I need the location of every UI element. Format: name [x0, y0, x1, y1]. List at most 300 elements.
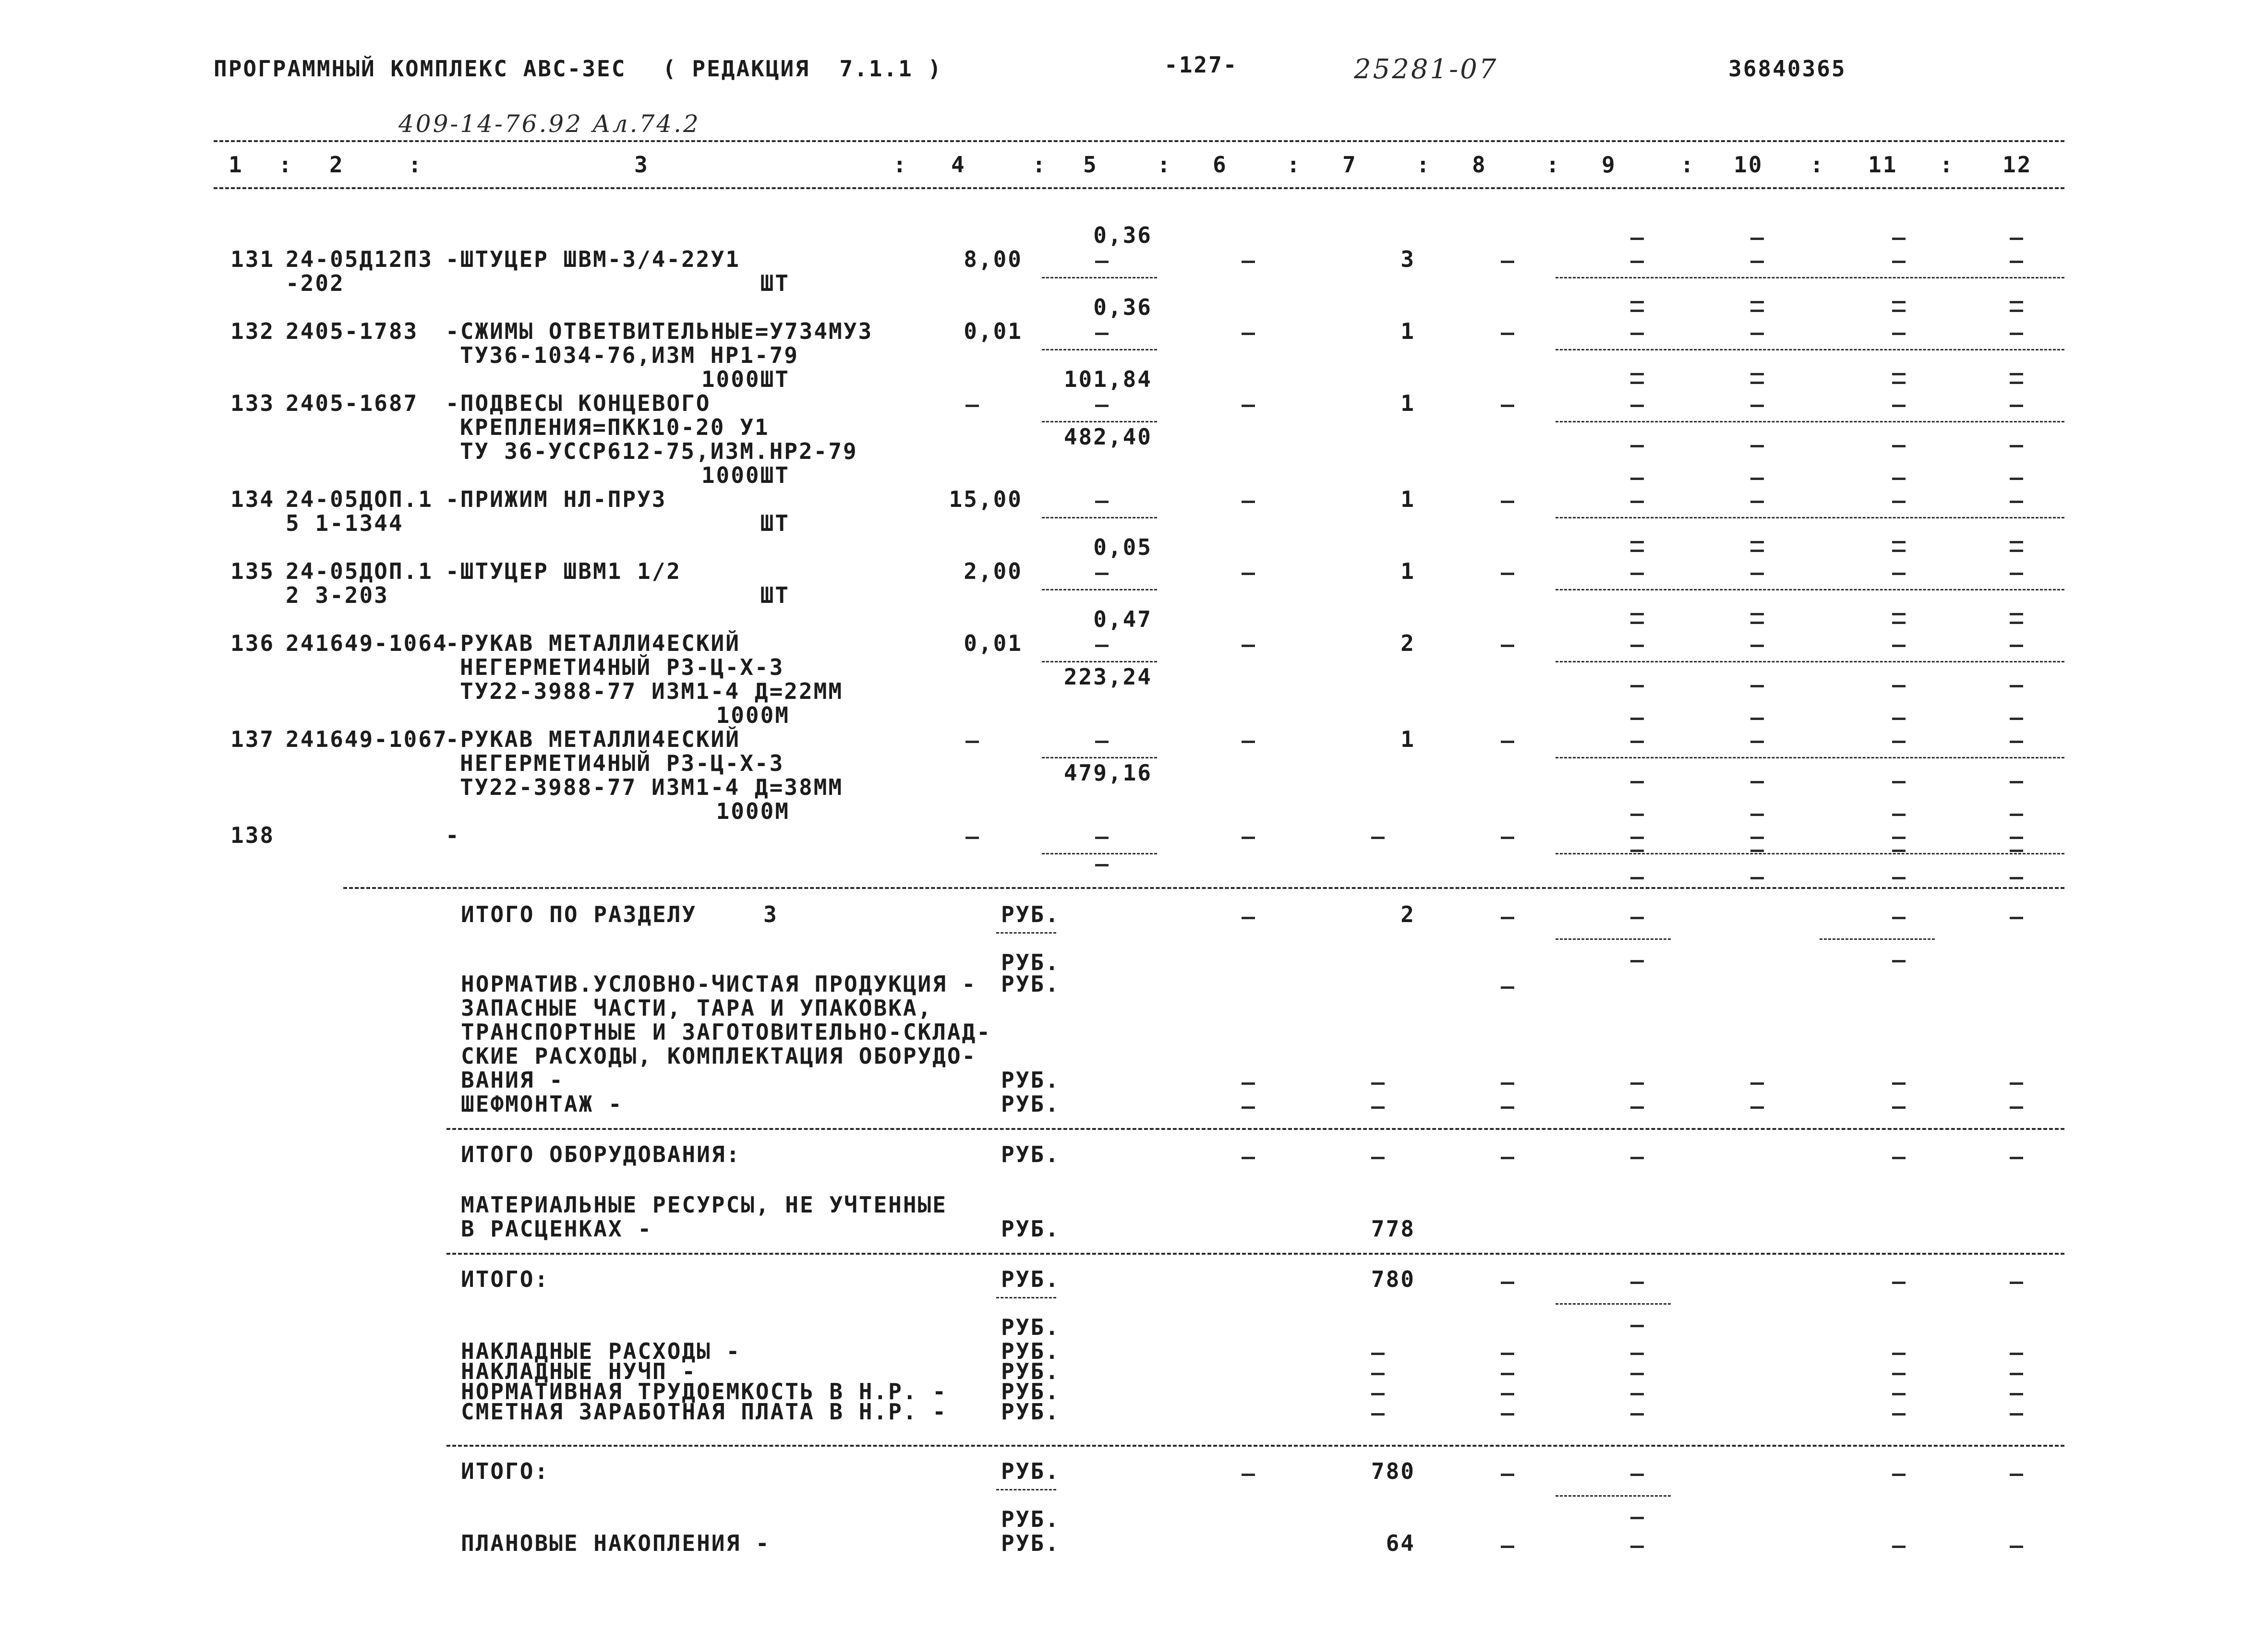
mid-dash — [1750, 333, 1764, 335]
lower-dash — [1750, 373, 1764, 375]
dash-mark — [2010, 1393, 2023, 1395]
total1-unit2: РУБ. — [1001, 1314, 1060, 1340]
column-header-11: 11 — [1868, 152, 1898, 178]
upper-dash — [1750, 550, 1764, 552]
upper-dash — [2010, 478, 2023, 480]
dash-mark — [1892, 1106, 1906, 1109]
col7-value: 2 — [1400, 630, 1415, 656]
dash-mark — [1371, 1157, 1385, 1159]
item-unit: 1000ШТ — [701, 462, 790, 488]
dash-mark — [1892, 1393, 1906, 1395]
section-total-col7: 2 — [1400, 901, 1415, 927]
planned-label: ПЛАНОВЫЕ НАКОПЛЕНИЯ - — [461, 1530, 771, 1556]
col7-value: 1 — [1400, 390, 1415, 416]
dash-mark — [1630, 1546, 1644, 1548]
dash-mark — [2010, 1353, 2023, 1355]
column-separator: : — [1157, 152, 1172, 178]
upper-dash — [2010, 622, 2023, 624]
upper-dash — [1892, 550, 1906, 552]
lower-dash — [2010, 541, 2023, 543]
unit-rule — [996, 932, 1056, 934]
column-header-9: 9 — [1602, 152, 1617, 178]
col6-dash — [1242, 261, 1255, 263]
item-unit: 1000М — [716, 798, 790, 824]
column-separator: : — [408, 152, 423, 178]
upper-dash — [1750, 310, 1764, 312]
row-fraction-rule — [1556, 853, 2064, 854]
norm-unit: РУБ. — [1001, 1091, 1060, 1117]
upper-dash — [1750, 622, 1764, 624]
lower-dash — [2010, 445, 2023, 447]
dash-mark — [1630, 1413, 1644, 1416]
mid-dash — [1750, 741, 1764, 743]
col7-value: 1 — [1400, 486, 1415, 512]
upper-dash — [1750, 718, 1764, 720]
page-number: -127- — [1164, 52, 1238, 78]
item-name-line: ТУ22-3988-77 ИЗМ1-4 Д=38ММ — [460, 774, 844, 800]
upper-dash — [1892, 382, 1906, 384]
overhead-line: СМЕТНАЯ ЗАРАБОТНАЯ ПЛАТА В Н.Р. - — [461, 1399, 947, 1425]
mid-dash — [1892, 333, 1906, 335]
item-number: 134 — [230, 486, 275, 512]
item-number: 136 — [230, 630, 275, 656]
dash-mark — [1501, 986, 1514, 989]
mid-dash — [1630, 261, 1644, 263]
price-fraction-rule — [1042, 757, 1157, 758]
item-name-line: - — [446, 822, 460, 848]
dash-mark — [1501, 1106, 1514, 1109]
col6-dash — [1242, 837, 1255, 839]
dash-mark — [1371, 1106, 1385, 1109]
dash-mark — [1371, 1393, 1385, 1395]
col8-dash — [1501, 333, 1514, 335]
col6-dash — [1242, 573, 1255, 575]
item-name-line: НЕГЕРМЕТИ4НЫЙ Р3-Ц-Х-3 — [460, 654, 784, 680]
mid-dash — [1750, 501, 1764, 503]
col8-dash — [1501, 645, 1514, 647]
column-header-2: 2 — [329, 152, 344, 178]
dash-mark — [1892, 1157, 1906, 1159]
price-upper: 0,05 — [1093, 534, 1152, 560]
lower-dash — [2010, 373, 2023, 375]
dash-mark — [1630, 1373, 1644, 1375]
total2-col7: 780 — [1371, 1458, 1415, 1484]
item-number: 131 — [230, 246, 275, 272]
col6-dash — [1242, 917, 1255, 919]
dash-mark — [1630, 1393, 1644, 1395]
price-upper: 0,36 — [1093, 222, 1152, 248]
mid-dash — [1892, 645, 1906, 647]
lower-dash — [1892, 301, 1906, 303]
dash-mark — [1242, 1157, 1255, 1159]
norm-line: ТРАНСПОРТНЫЕ И ЗАГОТОВИТЕЛЬНО-СКЛАД- — [461, 1019, 991, 1045]
qty-dash — [965, 405, 979, 407]
upper-dash — [2010, 550, 2023, 552]
item-number: 135 — [230, 558, 275, 584]
price-fraction-rule — [1042, 589, 1157, 590]
materials-col7: 778 — [1371, 1216, 1415, 1242]
upper-dash — [1750, 814, 1764, 816]
total2-unit: РУБ. — [1001, 1458, 1060, 1484]
total2-unit2: РУБ. — [1001, 1506, 1060, 1532]
item-quantity: 0,01 — [964, 630, 1023, 656]
column-separator: : — [1680, 152, 1695, 178]
overhead-line: НАКЛАДНЫЕ НУЧП - — [461, 1358, 697, 1384]
col8-dash — [1501, 261, 1514, 263]
upper-dash — [2010, 238, 2023, 240]
mid-dash — [1892, 741, 1906, 743]
fraction-rule — [1556, 1303, 1671, 1305]
item-name-line: -ПРИЖИМ НЛ-ПРУ3 — [446, 486, 667, 512]
price-fraction-rule — [1042, 661, 1157, 662]
price-fraction-rule — [1042, 853, 1157, 854]
lower-dash — [1630, 850, 1644, 852]
section-total-unit: РУБ. — [1001, 901, 1060, 927]
total2-rule — [446, 1445, 2064, 1447]
item-name-line: -РУКАВ МЕТАЛЛИ4ЕСКИЙ — [446, 726, 740, 752]
column-separator: : — [1416, 152, 1431, 178]
overhead-line: НОРМАТИВНАЯ ТРУДОЕМКОСТЬ В Н.Р. - — [461, 1379, 947, 1404]
item-name-line: ТУ22-3988-77 ИЗМ1-4 Д=22ММ — [460, 678, 844, 704]
price-dash — [1095, 333, 1109, 335]
price-upper: 101,84 — [1063, 366, 1152, 392]
col6-dash — [1242, 333, 1255, 335]
dash-mark — [2010, 1157, 2023, 1159]
dash-mark — [2010, 1106, 2023, 1109]
item-unit: ШТ — [760, 270, 790, 296]
lower-dash — [1892, 781, 1906, 783]
dash-mark — [1750, 1082, 1764, 1085]
dash-mark — [1630, 960, 1644, 962]
dash-mark — [1501, 1474, 1514, 1476]
lower-dash — [1750, 613, 1764, 615]
item-code: 24-05ДОП.1 — [286, 558, 433, 584]
norm-unit: РУБ. — [1001, 971, 1060, 997]
lower-dash — [1892, 877, 1906, 879]
column-header-10: 10 — [1734, 152, 1763, 178]
header-rule-bottom — [214, 187, 2064, 189]
upper-dash — [1630, 310, 1644, 312]
dash-mark — [1892, 1546, 1906, 1548]
lower-dash — [1892, 685, 1906, 687]
reference-note: 409-14-76.92 Ал.74.2 — [398, 110, 700, 138]
equipment-total-unit: РУБ. — [1001, 1141, 1060, 1167]
price-dash — [1095, 837, 1109, 839]
upper-dash — [1892, 310, 1906, 312]
item-number: 137 — [230, 726, 275, 752]
item-code: 24-05Д12П3 — [286, 246, 433, 272]
lower-dash — [2010, 850, 2023, 852]
dash-mark — [2010, 1282, 2023, 1284]
mid-dash — [1750, 405, 1764, 407]
row-fraction-rule — [1556, 277, 2064, 278]
overhead-unit: РУБ. — [1001, 1379, 1060, 1404]
mid-dash — [1630, 573, 1644, 575]
dash-mark — [1371, 1413, 1385, 1416]
item-code: 241649-1067 — [286, 726, 448, 752]
mid-dash — [1750, 645, 1764, 647]
price-upper: 0,47 — [1093, 606, 1152, 632]
dash-mark — [1750, 1106, 1764, 1109]
mid-dash — [2010, 741, 2023, 743]
dash-mark — [1630, 1517, 1644, 1519]
col7-value: 1 — [1400, 558, 1415, 584]
price-lower: 479,16 — [1063, 760, 1152, 786]
lower-dash — [1630, 445, 1644, 447]
equipment-rule — [446, 1128, 2064, 1130]
col6-dash — [1242, 405, 1255, 407]
equipment-total-label: ИТОГО ОБОРУДОВАНИЯ: — [461, 1141, 741, 1167]
mid-dash — [2010, 645, 2023, 647]
program-title: ПРОГРАММНЫЙ КОМПЛЕКС АВС-3ЕС — [214, 56, 627, 82]
lower-dash — [1892, 445, 1906, 447]
total1-unit: РУБ. — [1001, 1266, 1060, 1292]
col7-dash — [1371, 837, 1385, 839]
upper-dash — [1892, 478, 1906, 480]
dash-mark — [1501, 1282, 1514, 1284]
row-fraction-rule — [1556, 421, 2064, 422]
unit-rule — [996, 1489, 1056, 1490]
row-fraction-rule — [1556, 757, 2064, 758]
dash-mark — [1630, 1282, 1644, 1284]
dash-mark — [1892, 1373, 1906, 1375]
item-name-line: НЕГЕРМЕТИ4НЫЙ Р3-Ц-Х-3 — [460, 750, 784, 776]
mid-dash — [2010, 333, 2023, 335]
item-code: 24-05ДОП.1 — [286, 486, 433, 512]
fraction-rule — [1556, 1495, 1671, 1497]
qty-dash — [965, 741, 979, 743]
planned-col7: 64 — [1386, 1530, 1415, 1556]
col8-dash — [1501, 573, 1514, 575]
dash-mark — [1501, 1157, 1514, 1159]
section-total-label: ИТОГО ПО РАЗДЕЛУ — [461, 901, 697, 927]
column-separator: : — [1287, 152, 1302, 178]
upper-dash — [1630, 550, 1644, 552]
lower-dash — [1892, 613, 1906, 615]
column-header-5: 5 — [1083, 152, 1098, 178]
upper-dash — [1750, 238, 1764, 240]
dash-mark — [1501, 1413, 1514, 1416]
dash-mark — [1630, 1157, 1644, 1159]
col8-dash — [1501, 837, 1514, 839]
dash-mark — [2010, 1373, 2023, 1375]
item-quantity: 0,01 — [964, 318, 1023, 344]
column-header-8: 8 — [1472, 152, 1487, 178]
lower-dash — [1630, 541, 1644, 543]
total1-label: ИТОГО: — [461, 1266, 550, 1292]
item-code: 2405-1687 — [286, 390, 419, 416]
dash-mark — [1892, 917, 1906, 919]
materials-line: В РАСЦЕНКАХ - — [461, 1216, 653, 1242]
col8-dash — [1501, 917, 1514, 919]
planned-unit: РУБ. — [1001, 1530, 1060, 1556]
item-number: 138 — [230, 822, 275, 848]
col6-dash — [1242, 741, 1255, 743]
total1-col7: 780 — [1371, 1266, 1415, 1292]
dash-mark — [2010, 1546, 2023, 1548]
dash-mark — [1892, 1282, 1906, 1284]
unit-rule — [996, 1297, 1056, 1298]
row-fraction-rule — [1556, 589, 2064, 590]
price-lower: 482,40 — [1063, 424, 1152, 450]
mid-dash — [1630, 501, 1644, 503]
section-rule — [343, 887, 2064, 889]
upper-dash — [1630, 478, 1644, 480]
dash-mark — [1501, 1082, 1514, 1085]
item-code: 2405-1783 — [286, 318, 419, 344]
dash-mark — [1501, 1353, 1514, 1355]
lower-dash — [1750, 301, 1764, 303]
price-fraction-rule — [1042, 421, 1157, 422]
item-code-line2: 2 3-203 — [286, 582, 389, 608]
lower-dash — [2010, 781, 2023, 783]
dash-mark — [1630, 1325, 1644, 1327]
dash-mark — [1892, 1474, 1906, 1476]
norm-line: ВАНИЯ - — [461, 1067, 564, 1093]
column-header-7: 7 — [1342, 152, 1357, 178]
dash-mark — [1630, 1106, 1644, 1109]
price-dash — [1095, 573, 1109, 575]
mid-dash — [1750, 837, 1764, 839]
dash-mark — [1630, 917, 1644, 919]
overhead-unit: РУБ. — [1001, 1338, 1060, 1364]
item-name-line: -СЖИМЫ ОТВЕТВИТЕЛЬНЫЕ=У734МУ3 — [446, 318, 873, 344]
column-separator: : — [893, 152, 908, 178]
column-separator: : — [278, 152, 293, 178]
norm-unit: РУБ. — [1001, 1067, 1060, 1093]
lower-dash — [1630, 685, 1644, 687]
upper-dash — [1892, 718, 1906, 720]
price-dash — [1095, 741, 1109, 743]
upper-dash — [2010, 382, 2023, 384]
dash-mark — [1371, 1373, 1385, 1375]
norm-line: НОРМАТИВ.УСЛОВНО-ЧИСТАЯ ПРОДУКЦИЯ - — [461, 971, 977, 997]
dash-mark — [1242, 1106, 1255, 1109]
price-fraction-rule — [1042, 277, 1157, 278]
column-header-4: 4 — [951, 152, 966, 178]
dash-mark — [1242, 1082, 1255, 1085]
fraction-rule — [1820, 938, 1935, 940]
document-code: 36840365 — [1728, 56, 1846, 82]
upper-dash — [1750, 382, 1764, 384]
row-fraction-rule — [1556, 349, 2064, 350]
item-code-line2: 5 1-1344 — [286, 510, 404, 536]
dash-mark — [2010, 1082, 2023, 1085]
overhead-line: НАКЛАДНЫЕ РАСХОДЫ - — [461, 1338, 741, 1364]
item-name-line: КРЕПЛЕНИЯ=ПКК10-20 У1 — [460, 414, 770, 440]
col6-dash — [1242, 501, 1255, 503]
item-unit: ШТ — [760, 510, 790, 536]
lower-dash — [1750, 445, 1764, 447]
lower-dash — [1750, 541, 1764, 543]
upper-dash — [2010, 310, 2023, 312]
upper-dash — [1630, 382, 1644, 384]
dash-mark — [2010, 917, 2023, 919]
column-separator: : — [1032, 152, 1047, 178]
lower-dash — [1630, 781, 1644, 783]
upper-dash — [1630, 238, 1644, 240]
mid-dash — [1892, 261, 1906, 263]
price-dash — [1095, 645, 1109, 647]
mid-dash — [2010, 501, 2023, 503]
materials-line: МАТЕРИАЛЬНЫЕ РЕСУРСЫ, НЕ УЧТЕННЫЕ — [461, 1192, 947, 1218]
col7-value: 3 — [1400, 246, 1415, 272]
dash-mark — [2010, 1413, 2023, 1416]
upper-dash — [1892, 814, 1906, 816]
edition-label: ( РЕДАКЦИЯ 7.1.1 ) — [663, 56, 943, 82]
col8-dash — [1501, 501, 1514, 503]
mid-dash — [1630, 741, 1644, 743]
row-fraction-rule — [1556, 661, 2064, 662]
column-header-6: 6 — [1213, 152, 1228, 178]
mid-dash — [1750, 261, 1764, 263]
item-quantity: 2,00 — [964, 558, 1023, 584]
upper-dash — [2010, 718, 2023, 720]
mid-dash — [1892, 405, 1906, 407]
section-total-unit2: РУБ. — [1001, 949, 1060, 975]
total2-label: ИТОГО: — [461, 1458, 550, 1484]
item-quantity: 15,00 — [949, 486, 1023, 512]
col6-dash — [1242, 645, 1255, 647]
item-name-line: -ПОДВЕСЫ КОНЦЕВОГО — [446, 390, 711, 416]
dash-mark — [1892, 1413, 1906, 1416]
col8-dash — [1501, 405, 1514, 407]
lower-dash — [1892, 373, 1906, 375]
item-unit: 1000М — [716, 702, 790, 728]
item-unit: 1000ШТ — [701, 366, 790, 392]
mid-dash — [1892, 573, 1906, 575]
item-unit: ШТ — [760, 582, 790, 608]
upper-dash — [1892, 238, 1906, 240]
col7-value: 1 — [1400, 318, 1415, 344]
lower-dash — [1630, 373, 1644, 375]
column-separator: : — [1546, 152, 1561, 178]
column-separator: : — [1940, 152, 1954, 178]
item-name-line: ТУ 36-УССР612-75,ИЗМ.НР2-79 — [460, 438, 858, 464]
item-number: 132 — [230, 318, 275, 344]
mid-dash — [2010, 573, 2023, 575]
price-dash — [1095, 501, 1109, 503]
overhead-unit: РУБ. — [1001, 1358, 1060, 1384]
item-code: 241649-1064 — [286, 630, 448, 656]
row-fraction-rule — [1556, 517, 2064, 518]
dash-mark — [1371, 1082, 1385, 1085]
price-dash — [1095, 864, 1109, 866]
column-header-3: 3 — [634, 152, 649, 178]
dash-mark — [1630, 1474, 1644, 1476]
lower-dash — [1630, 877, 1644, 879]
dash-mark — [1501, 1393, 1514, 1395]
section-number: 3 — [763, 901, 778, 927]
price-dash — [1095, 261, 1109, 263]
lower-dash — [1892, 850, 1906, 852]
total1-rule — [446, 1253, 2064, 1255]
item-name-line: -ШТУЦЕР ШВМ1 1/2 — [446, 558, 682, 584]
fraction-rule — [1556, 938, 1671, 940]
mid-dash — [1892, 501, 1906, 503]
norm-line: СКИЕ РАСХОДЫ, КОМПЛЕКТАЦИЯ ОБОРУДО- — [461, 1043, 977, 1069]
dash-mark — [1242, 1474, 1255, 1476]
item-number: 133 — [230, 390, 275, 416]
mid-dash — [1630, 645, 1644, 647]
mid-dash — [1750, 573, 1764, 575]
lower-dash — [1750, 781, 1764, 783]
lower-dash — [1750, 685, 1764, 687]
dash-mark — [2010, 1474, 2023, 1476]
norm-line: ЗАПАСНЫЕ ЧАСТИ, ТАРА И УПАКОВКА, — [461, 995, 933, 1021]
lower-dash — [1630, 613, 1644, 615]
lower-dash — [1750, 877, 1764, 879]
